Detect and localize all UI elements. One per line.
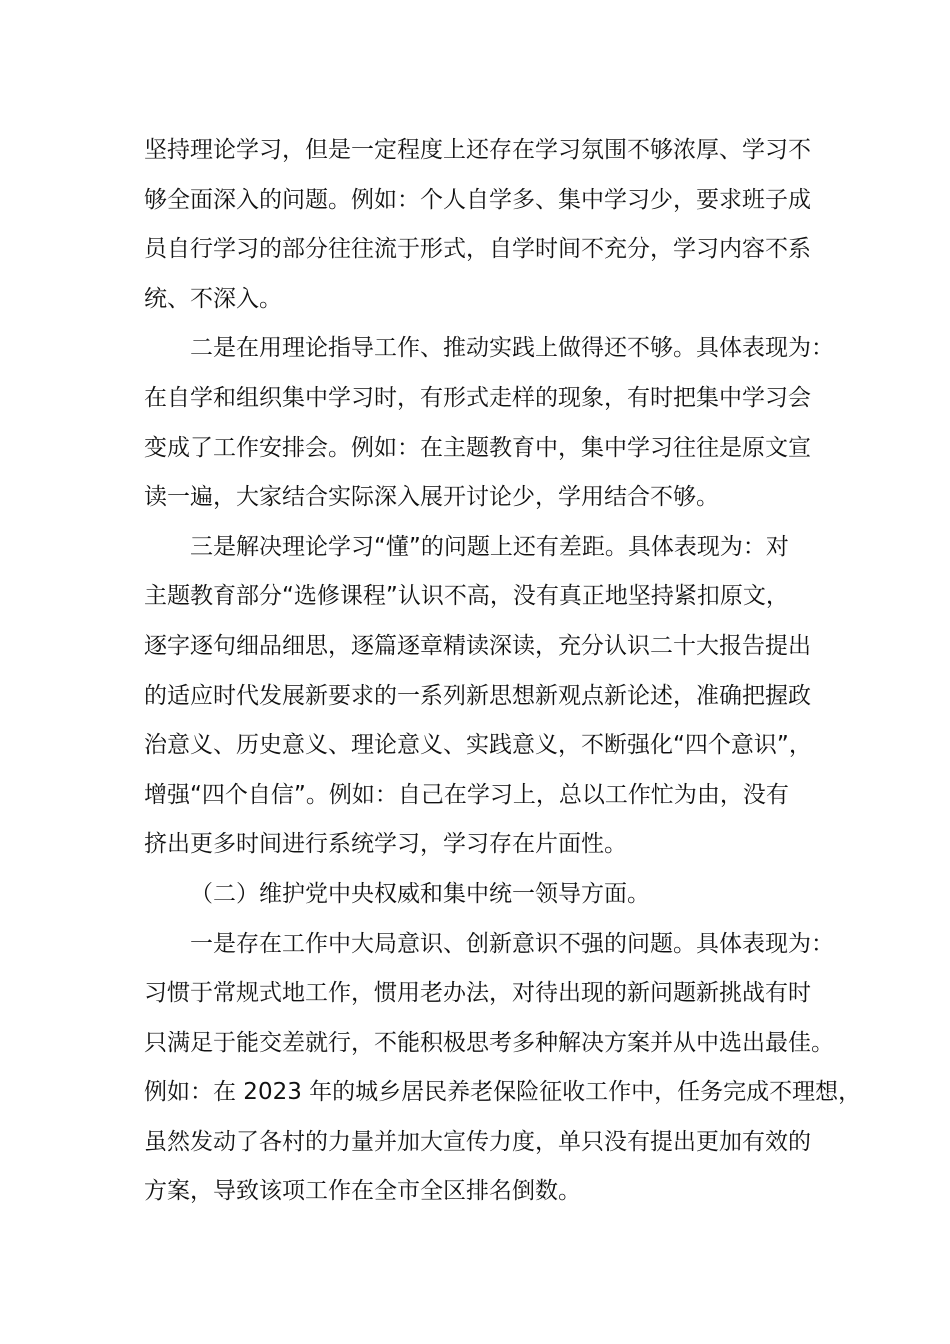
section-heading: （二）维护党中央权威和集中统一领导方面。 [190, 880, 650, 907]
text-line: 员自行学习的部分往往流于形式，自学时间不充分，学习内容不系 [144, 236, 811, 263]
paragraph-first-line: 三是解决理论学习“懂”的问题上还有差距。具体表现为：对 [190, 533, 789, 560]
text-line: 例如：在 2023 年的城乡居民养老保险征收工作中，任务完成不理想， [144, 1079, 862, 1106]
paragraph-first-line: 一是存在工作中大局意识、创新意识不强的问题。具体表现为： [190, 930, 834, 957]
text-line: 虽然发动了各村的力量并加大宣传力度，单只没有提出更加有效的 [144, 1128, 811, 1155]
document-body [144, 126, 862, 1217]
text-line: 的适应时代发展新要求的一系列新思想新观点新论述，准确把握政 [144, 682, 811, 709]
text-line: 在自学和组织集中学习时，有形式走样的现象，有时把集中学习会 [144, 384, 811, 411]
text-line: 坚持理论学习，但是一定程度上还存在学习氛围不够浓厚、学习不 [144, 137, 811, 163]
text-line: 够全面深入的问题。例如：个人自学多、集中学习少，要求班子成 [144, 186, 811, 213]
text-line: 读一遍，大家结合实际深入展开讨论少，学用结合不够。 [144, 484, 719, 511]
text-line: 统、不深入。 [144, 285, 282, 312]
text-line: 只满足于能交差就行，不能积极思考多种解决方案并从中选出最佳。 [144, 1029, 834, 1056]
text-line: 方案，导致该项工作在全市全区排名倒数。 [144, 1178, 581, 1205]
text-line: 逐字逐句细品细思，逐篇逐章精读深读，充分认识二十大报告提出 [144, 632, 811, 659]
text-line: 增强“四个自信”。例如：自己在学习上，总以工作忙为由，没有 [144, 781, 789, 808]
text-line: 习惯于常规式地工作，惯用老办法，对待出现的新问题新挑战有时 [144, 980, 811, 1007]
text-line: 变成了工作安排会。例如：在主题教育中，集中学习往往是原文宣 [144, 434, 811, 461]
text-line: 治意义、历史意义、理论意义、实践意义，不断强化“四个意识”， [144, 732, 812, 759]
text-line: 主题教育部分“选修课程”认识不高，没有真正地坚持紧扣原文， [144, 583, 789, 610]
text-line: 挤出更多时间进行系统学习，学习存在片面性。 [144, 831, 627, 858]
paragraph-first-line: 二是在用理论指导工作、推动实践上做得还不够。具体表现为： [190, 335, 834, 362]
